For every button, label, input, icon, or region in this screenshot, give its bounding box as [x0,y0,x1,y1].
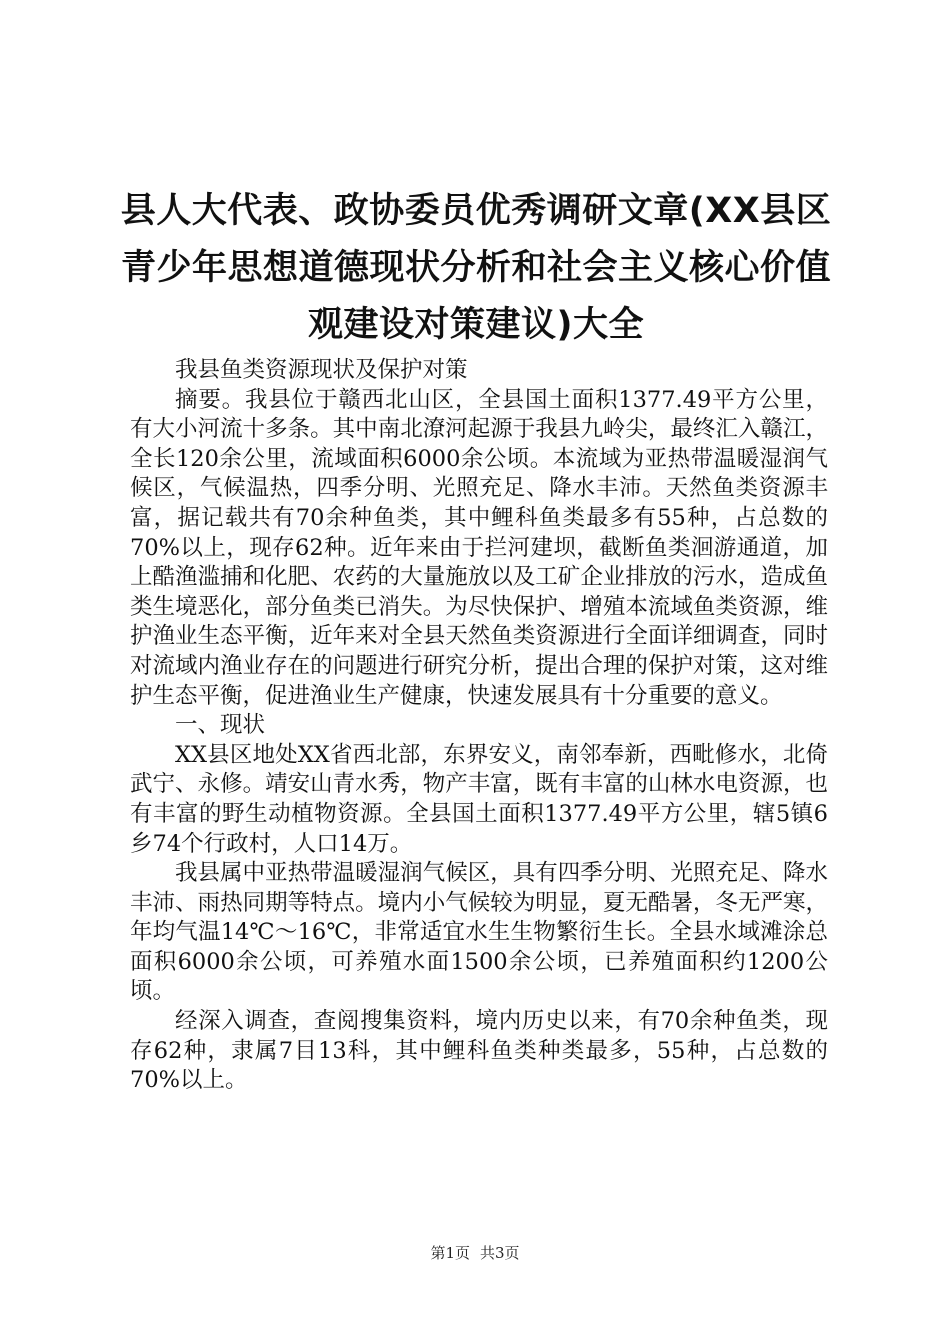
page-number: 第1页 [430,1244,470,1262]
section-heading-status: 一、现状 [175,712,266,739]
page-footer [0,1243,950,1263]
body-paragraph: 经深入调查，查阅搜集资料，境内历史以来，有70余种鱼类，现存62种，隶属7目13科，其中鲤科鱼类种类最多，55种，占总数的70%以上。 [130,1008,828,1094]
document-title: 县人大代表、政协委员优秀调研文章(XX县区青少年思想道德现状分析和社会主义核心价值观建设对策建议)大全 [120,191,832,345]
section-heading-fish-resources: 我县鱼类资源现状及保护对策 [175,357,468,383]
body-paragraph: XX县区地处XX省西北部，东界安义，南邻奉新，西毗修水，北倚武宁、永修。靖安山青水秀，物产丰富，既有丰富的山林水电资源，也有丰富的野生动植物资源。全县国土面积1377.49平方公里，辖5镇6乡74个行政村，人口14万。 [130,741,828,857]
body-paragraph: 我县属中亚热带温暖湿润气候区，具有四季分明、光照充足、降水丰沛、雨热同期等特点。境内小气候较为明显，夏无酷暑，冬无严寒，年均气温14℃～16℃，非常适宜水生生物繁衍生长。全县水域滩涂总面积6000余公顷，可养殖水面1500余公顷，已养殖面积约1200公顷。 [130,860,828,1005]
page-total: 共3页 [480,1244,520,1262]
document-body [130,356,828,1096]
abstract-paragraph: 摘要。我县位于赣西北山区，全县国土面积1377.49平方公里，有大小河流十多条。其中南北潦河起源于我县九岭尖，最终汇入赣江，全长120余公里，流域面积6000余公顷。本流域为亚热带温暖湿润气候区，气候温热，四季分明、光照充足、降水丰沛。天然鱼类资源丰富，据记载共有70余种鱼类，其中鲤科鱼类最多有55种，占总数的70%以上，现存62种。近年来由于拦河建坝，截断鱼类洄游通道，加上酷渔滥捕和化肥、农药的大量施放以及工矿企业排放的污水，造成鱼类生境恶化，部分鱼类已消失。为尽快保护、增殖本流域鱼类资源，维护渔业生态平衡，近年来对全县天然鱼类资源进行全面详细调查，同时对流域内渔业存在的问题进行研究分析，提出合理的保护对策，这对维护生态平衡，促进渔业生产健康，快速发展具有十分重要的意义。 [130,386,828,709]
